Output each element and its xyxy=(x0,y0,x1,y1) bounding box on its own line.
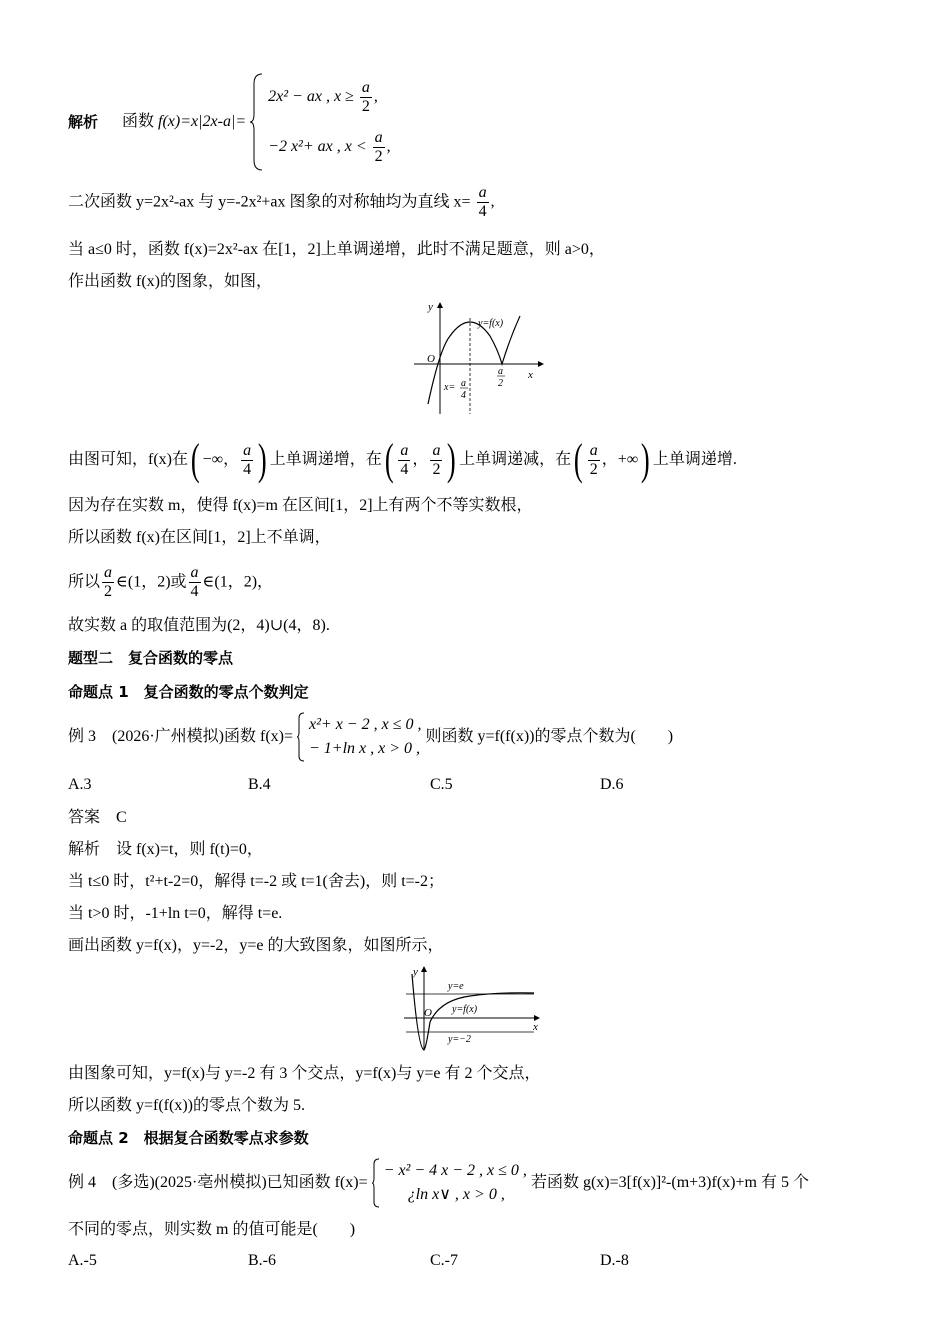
origin-label: O xyxy=(427,353,435,365)
a-le-zero-line: 当 a≤0 时，函数 f(x)=2x²-ax 在[1，2]上单调递增，此时不满足题意，则 a>0， xyxy=(68,241,605,258)
case-1: 2x² − ax , x ≥ xyxy=(268,88,358,105)
fraction-denominator: 2 xyxy=(361,97,370,115)
fraction-denominator: 2 xyxy=(104,583,113,600)
so-b: ∈(1，2)或 xyxy=(116,573,187,591)
axis-fraction xyxy=(477,184,489,221)
paren-close: ) xyxy=(258,435,267,485)
line-y-e-label: y=e xyxy=(448,981,464,992)
interval-2-frac-2 xyxy=(430,442,442,479)
case-2: −2 x²+ ax , x < xyxy=(268,138,371,155)
ex3-choice-c: C.5 xyxy=(430,776,453,793)
fraction-numerator: a xyxy=(361,78,370,96)
y-axis-label: y xyxy=(413,966,418,978)
sol3-line-4: 画出函数 y=f(x)，y=-2，y=e 的大致图象，如图所示， xyxy=(68,937,444,954)
x-axis-label: x xyxy=(533,1021,538,1033)
range-line: 故实数 a 的取值范围为(2，4)∪(4，8). xyxy=(68,617,330,634)
interval-1-left: −∞， xyxy=(202,451,240,468)
mono-c: 上单调递减，在 xyxy=(459,451,572,468)
graph-2 xyxy=(400,962,550,1052)
root-frac-n: a xyxy=(498,366,503,377)
so-frac-1 xyxy=(102,564,114,601)
vline-frac-d: 4 xyxy=(461,390,466,401)
piecewise-cases: 2x² − ax , x ≥ $\frac{a}{2}$ , −2 x²+ ax , x < $\frac{a}{2}$ , xyxy=(268,78,391,165)
fraction-denominator: 2 xyxy=(374,147,383,165)
so-c: ∈(1，2)， xyxy=(202,573,274,591)
draw-graph-line: 作出函数 f(x)的图象，如图， xyxy=(68,273,272,290)
x-axis-label: x xyxy=(528,369,533,381)
y-axis-arrow xyxy=(421,966,427,972)
case-1-fraction xyxy=(360,79,372,116)
ex4-suffix: 若函数 g(x)=3[f(x)]²-(m+3)f(x)+m 有 5 个 xyxy=(530,1174,809,1191)
paren-open: ( xyxy=(384,435,394,485)
ex3-suffix: 则函数 y=f(f(x))的零点个数为( ) xyxy=(425,728,674,745)
ex4-case-2: ¿ln x∨ , x > 0 , xyxy=(407,1186,505,1203)
curve-fx-label: y=f(x) xyxy=(452,1004,478,1015)
interval-1-frac xyxy=(241,442,253,479)
x-axis-arrow xyxy=(538,361,544,367)
heading-type-2: 题型二 复合函数的零点 xyxy=(68,649,234,667)
fraction-denominator: 2 xyxy=(589,460,598,478)
mono-a: 由图可知，f(x)在 xyxy=(68,451,188,468)
left-brace xyxy=(372,1158,380,1208)
fraction-numerator: a xyxy=(243,441,252,459)
fraction-denominator: 4 xyxy=(190,583,199,600)
interval-2-frac-1 xyxy=(398,442,410,479)
case-2-fraction xyxy=(373,129,385,166)
fraction-denominator: 2 xyxy=(432,460,441,478)
y-axis-label: y xyxy=(428,301,433,313)
root-frac-d: 2 xyxy=(498,378,503,389)
mono-b: 上单调递增，在 xyxy=(269,451,382,468)
solution-label: 解析 xyxy=(68,113,99,131)
example-3 xyxy=(68,712,673,762)
heading-prop-2: 命题点 2 根据复合函数零点求参数 xyxy=(68,1129,309,1147)
curve-fx xyxy=(428,316,520,404)
paren-open: ( xyxy=(574,435,583,485)
not-monotone-line: 所以函数 f(x)在区间[1，2]上不单调， xyxy=(68,529,331,546)
ex4-line-2: 不同的零点，则实数 m 的值可能是( ) xyxy=(68,1221,356,1238)
exist-line: 因为存在实数 m，使得 f(x)=m 在区间[1，2]上有两个不等实数根， xyxy=(68,497,533,514)
axis-of-symmetry-line: 二次函数 y=2x²-ax 与 y=-2x²+ax 图象的对称轴均为直线 x= $\frac{a}{4}$ , xyxy=(68,184,495,220)
graph-1 xyxy=(410,298,560,418)
origin-label: O xyxy=(424,1007,432,1019)
fraction-numerator: a xyxy=(400,441,409,459)
fraction-numerator: a xyxy=(589,441,598,459)
ex3-cases xyxy=(309,713,421,761)
ex4-case-1: − x² − 4 x − 2 , x ≤ 0 , xyxy=(383,1162,527,1179)
ex4-choice-d: D.-8 xyxy=(600,1252,629,1269)
so-frac-2 xyxy=(189,564,201,601)
y-axis-arrow xyxy=(437,302,443,308)
solution-intro: 函数 xyxy=(122,113,155,130)
fraction-numerator: a xyxy=(190,564,199,581)
fraction-numerator: a xyxy=(432,441,441,459)
axis-text: 二次函数 y=2x²-ax 与 y=-2x²+ax 图象的对称轴均为直线 x= xyxy=(68,193,471,211)
sol3-line-1: 解析 设 f(x)=t，则 f(t)=0， xyxy=(68,841,263,858)
fraction-numerator: a xyxy=(374,128,383,146)
interval-2-sep: ， xyxy=(412,451,429,468)
sol3-line-6: 所以函数 y=f(f(x))的零点个数为 5. xyxy=(68,1097,305,1114)
ex3-case-1: x²+ x − 2 , x ≤ 0 , xyxy=(309,716,422,733)
ex3-choice-a: A.3 xyxy=(68,776,92,793)
ex3-choice-b: B.4 xyxy=(248,776,271,793)
fraction-numerator: a xyxy=(104,564,113,581)
so-line xyxy=(68,564,273,601)
line-y-minus-2-label: y=−2 xyxy=(448,1034,471,1045)
solution-1-header xyxy=(68,72,391,172)
ex4-choice-a: A.-5 xyxy=(68,1252,97,1269)
so-a: 所以 xyxy=(68,573,101,591)
ex3-case-2: − 1+ln x , x > 0 , xyxy=(309,740,421,757)
mono-d: 上单调递增. xyxy=(652,451,737,468)
vline-frac-n: a xyxy=(461,378,466,389)
interval-3-frac xyxy=(588,442,600,479)
ex4-choice-b: B.-6 xyxy=(248,1252,276,1269)
paren-close: ) xyxy=(447,435,457,485)
ex3-choice-d: D.6 xyxy=(600,776,624,793)
answer-3: 答案 C xyxy=(68,809,127,826)
ex4-prefix: 例 4 (多选)(2025·亳州模拟)已知函数 f(x)= xyxy=(68,1174,368,1191)
fraction-denominator: 4 xyxy=(400,460,409,478)
sol3-line-3: 当 t>0 时，-1+ln t=0，解得 t=e. xyxy=(68,905,283,922)
example-4 xyxy=(68,1158,809,1208)
heading-prop-1: 命题点 1 复合函数的零点个数判定 xyxy=(68,683,309,701)
ex4-choice-c: C.-7 xyxy=(430,1252,458,1269)
paren-close: ) xyxy=(641,435,650,485)
function-definition: f(x)=x|2x-a|= xyxy=(158,113,247,130)
paren-open: ( xyxy=(190,435,200,485)
curve-label: y=f(x) xyxy=(478,318,504,329)
monotonicity-line xyxy=(68,436,737,484)
sol3-line-5: 由图象可知，y=f(x)与 y=-2 有 3 个交点，y=f(x)与 y=e 有 2 个交点， xyxy=(68,1065,541,1082)
left-brace xyxy=(250,72,264,172)
vline-label: x= xyxy=(444,382,456,393)
fraction-denominator: 4 xyxy=(478,203,487,220)
left-brace xyxy=(297,712,305,762)
sol3-line-2: 当 t≤0 时，t²+t-2=0，解得 t=-2 或 t=1(舍去)，则 t=-2； xyxy=(68,873,445,890)
fraction-numerator: a xyxy=(478,184,487,201)
ex4-cases xyxy=(384,1159,527,1207)
ex3-prefix: 例 3 (2026·广州模拟)函数 f(x)= xyxy=(68,728,293,745)
interval-3-right: ，+∞ xyxy=(601,451,639,468)
fraction-denominator: 4 xyxy=(243,460,252,478)
